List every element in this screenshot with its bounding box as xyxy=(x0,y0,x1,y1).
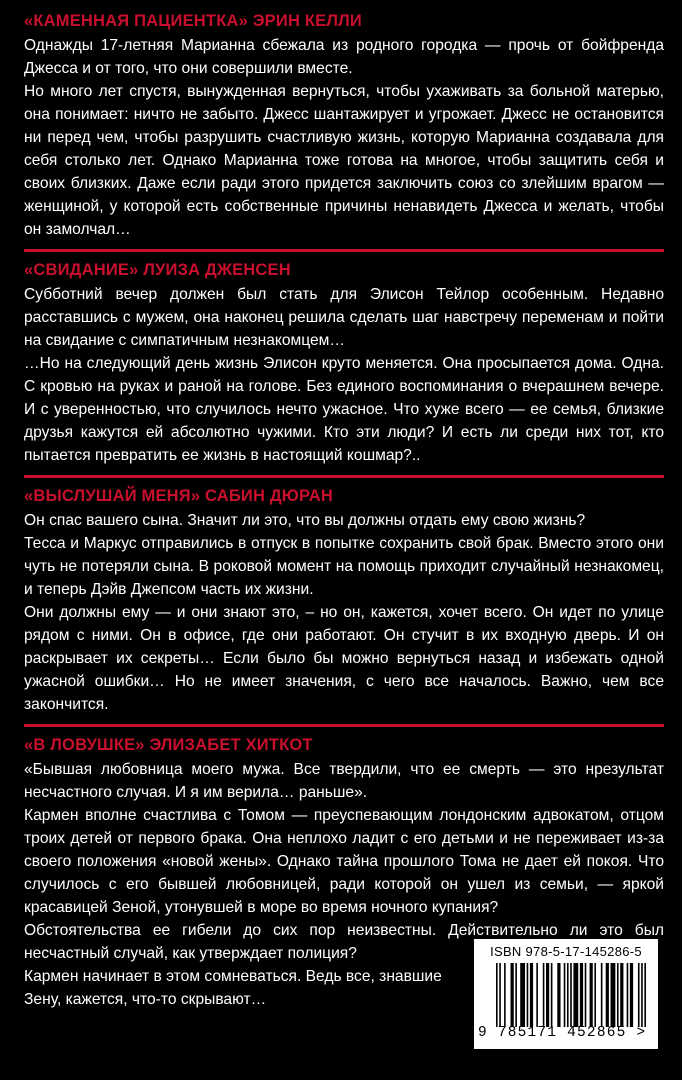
barcode-bar xyxy=(511,963,514,1027)
barcode-image xyxy=(496,963,646,1027)
section-paragraph: Субботний вечер должен был стать для Элисон Тейлор особенным. Недавно расставшись с мужем, она наконец решила сделать шаг навстречу переменам и пойти на свидание с симпатичным незнакомцем… xyxy=(24,286,664,349)
barcode-bar xyxy=(585,963,587,1027)
barcode-bar xyxy=(580,963,583,1027)
barcode-bar xyxy=(620,963,623,1027)
section-paragraph: Обстоятельства ее гибели до сих пор неизвестны. Действительно ли это был несчастный случай, как утверждает полиция? xyxy=(24,922,664,962)
barcode-bar xyxy=(520,963,525,1027)
barcode-bar xyxy=(546,963,549,1027)
book-section-3 xyxy=(24,485,664,716)
barcode-bar xyxy=(590,963,593,1027)
section-heading: «ВЫСЛУШАЙ МЕНЯ» САБИН ДЮРАН xyxy=(24,487,334,505)
barcode-bar xyxy=(641,963,643,1027)
barcode-bar xyxy=(570,963,572,1027)
section-paragraph: …Но на следующий день жизнь Элисон круто меняется. Она просыпается дома. Одна. С кровью на руках и раной на голове. Без единого воспоминания о вчерашнем вечере. И с уверенностью, что случилось нечто ужасное. Что хуже всего — ее семья, близкие друзья кажутся ей абсолютно чужими. Кто эти люди? И есть ли среди них тот, кто пытается превратить ее жизнь в настоящий кошмар?.. xyxy=(24,355,664,464)
section-paragraph: «Бывшая любовница моего мужа. Все твердили, что ее смерть — это нрезультат несчастного случая. И я им верила… раньше». xyxy=(24,761,664,801)
barcode-bar xyxy=(515,963,517,1027)
barcode-bar xyxy=(564,963,566,1027)
barcode-bar xyxy=(611,963,616,1027)
section-paragraph: Кармен вполне счастлива с Томом — преуспевающим лондонским адвокатом, отцом троих детей от первого брака. Она неплохо ладит с его детьми и не переживает из-за своего положения «новой жены». Однако тайна прошлого Тома не дает ей покоя. Что случилось с его бывшей любовницей, ради которой он ушел из семьи, — яркой красавицей Зеной, утонувшей в море во время ночного купания? xyxy=(24,807,664,916)
section-divider xyxy=(24,249,664,252)
barcode-bar xyxy=(601,963,603,1027)
barcode-bar xyxy=(606,963,609,1027)
barcode-bar xyxy=(594,963,596,1027)
section-heading: «КАМЕННАЯ ПАЦИЕНТКА» ЭРИН КЕЛЛИ xyxy=(24,12,362,30)
section-heading: «В ЛОВУШКЕ» ЭЛИЗАБЕТ ХИТКОТ xyxy=(24,736,313,754)
book-section-2 xyxy=(24,259,664,467)
section-paragraph: Они должны ему — и они знают это, – но он, кажется, хочет всего. Он идет по улице рядом с ними. Он в офисе, где они работают. Он стучит в их входную дверь. И он раскрывает их секреты… Если было бы можно вернуться назад и избежать одной ужасной ошибки… Но не имеет значения, с чего все началось. Важно, чем все закончится. xyxy=(24,604,664,713)
barcode-bar xyxy=(551,963,553,1027)
barcode-bar xyxy=(536,963,538,1027)
barcode-bar xyxy=(527,963,529,1027)
barcode-bar xyxy=(573,963,578,1027)
barcode-bar xyxy=(617,963,619,1027)
barcode-bar xyxy=(504,963,506,1027)
isbn-barcode-block xyxy=(474,939,658,1049)
section-paragraph: Он спас вашего сына. Значит ли это, что вы должны отдать ему свою жизнь? xyxy=(24,512,586,529)
section-divider xyxy=(24,475,664,478)
barcode-bar xyxy=(644,963,646,1027)
barcode-bar xyxy=(499,963,501,1027)
barcode-bar xyxy=(543,963,545,1027)
isbn-digits: 9 785171 452865 > xyxy=(478,1025,647,1041)
barcode-bar xyxy=(638,963,640,1027)
barcode-bar xyxy=(557,963,560,1027)
section-heading: «СВИДАНИЕ» ЛУИЗА ДЖЕНСЕН xyxy=(24,261,291,279)
section-divider xyxy=(24,724,664,727)
barcode-bar xyxy=(496,963,498,1027)
section-paragraph: Однажды 17-летняя Марианна сбежала из родного городка — прочь от бойфренда Джесса и от того, что они совершили вместе. xyxy=(24,37,664,77)
barcode-bar xyxy=(567,963,569,1027)
back-cover-text xyxy=(24,10,664,1011)
barcode-bar xyxy=(627,963,629,1027)
barcode-bar xyxy=(530,963,533,1027)
isbn-label: ISBN 978-5-17-145286-5 xyxy=(490,944,642,959)
barcode-bar xyxy=(630,963,633,1027)
section-paragraph: Но много лет спустя, вынужденная вернуться, чтобы ухаживать за больной матерью, она понимает: ничто не забыто. Джесс шантажирует и угрожает. Джесс не остановится ни перед чем, чтобы разрушить счастливую жизнь, которую Марианна создавала для себя столько лет. Однако Марианна тоже готова на многое, чтобы защитить себя и своих близких. Даже если ради этого придется заключить союз со злейшим врагом — женщиной, у которой есть собственные причины ненавидеть Джесса и желать, чтобы он замолчал… xyxy=(24,83,664,238)
section-paragraph: Кармен начинает в этом сомневаться. Ведь все, знавшие Зену, кажется, что-то скрывают… xyxy=(24,968,442,1008)
book-section-1 xyxy=(24,10,664,241)
section-paragraph: Тесса и Маркус отправились в отпуск в попытке сохранить свой брак. Вместо этого они чуть не потеряли сына. В роковой момент на помощь приходит случайный незнакомец, и теперь Дэйв Джепсом часть их жизни. xyxy=(24,535,664,598)
